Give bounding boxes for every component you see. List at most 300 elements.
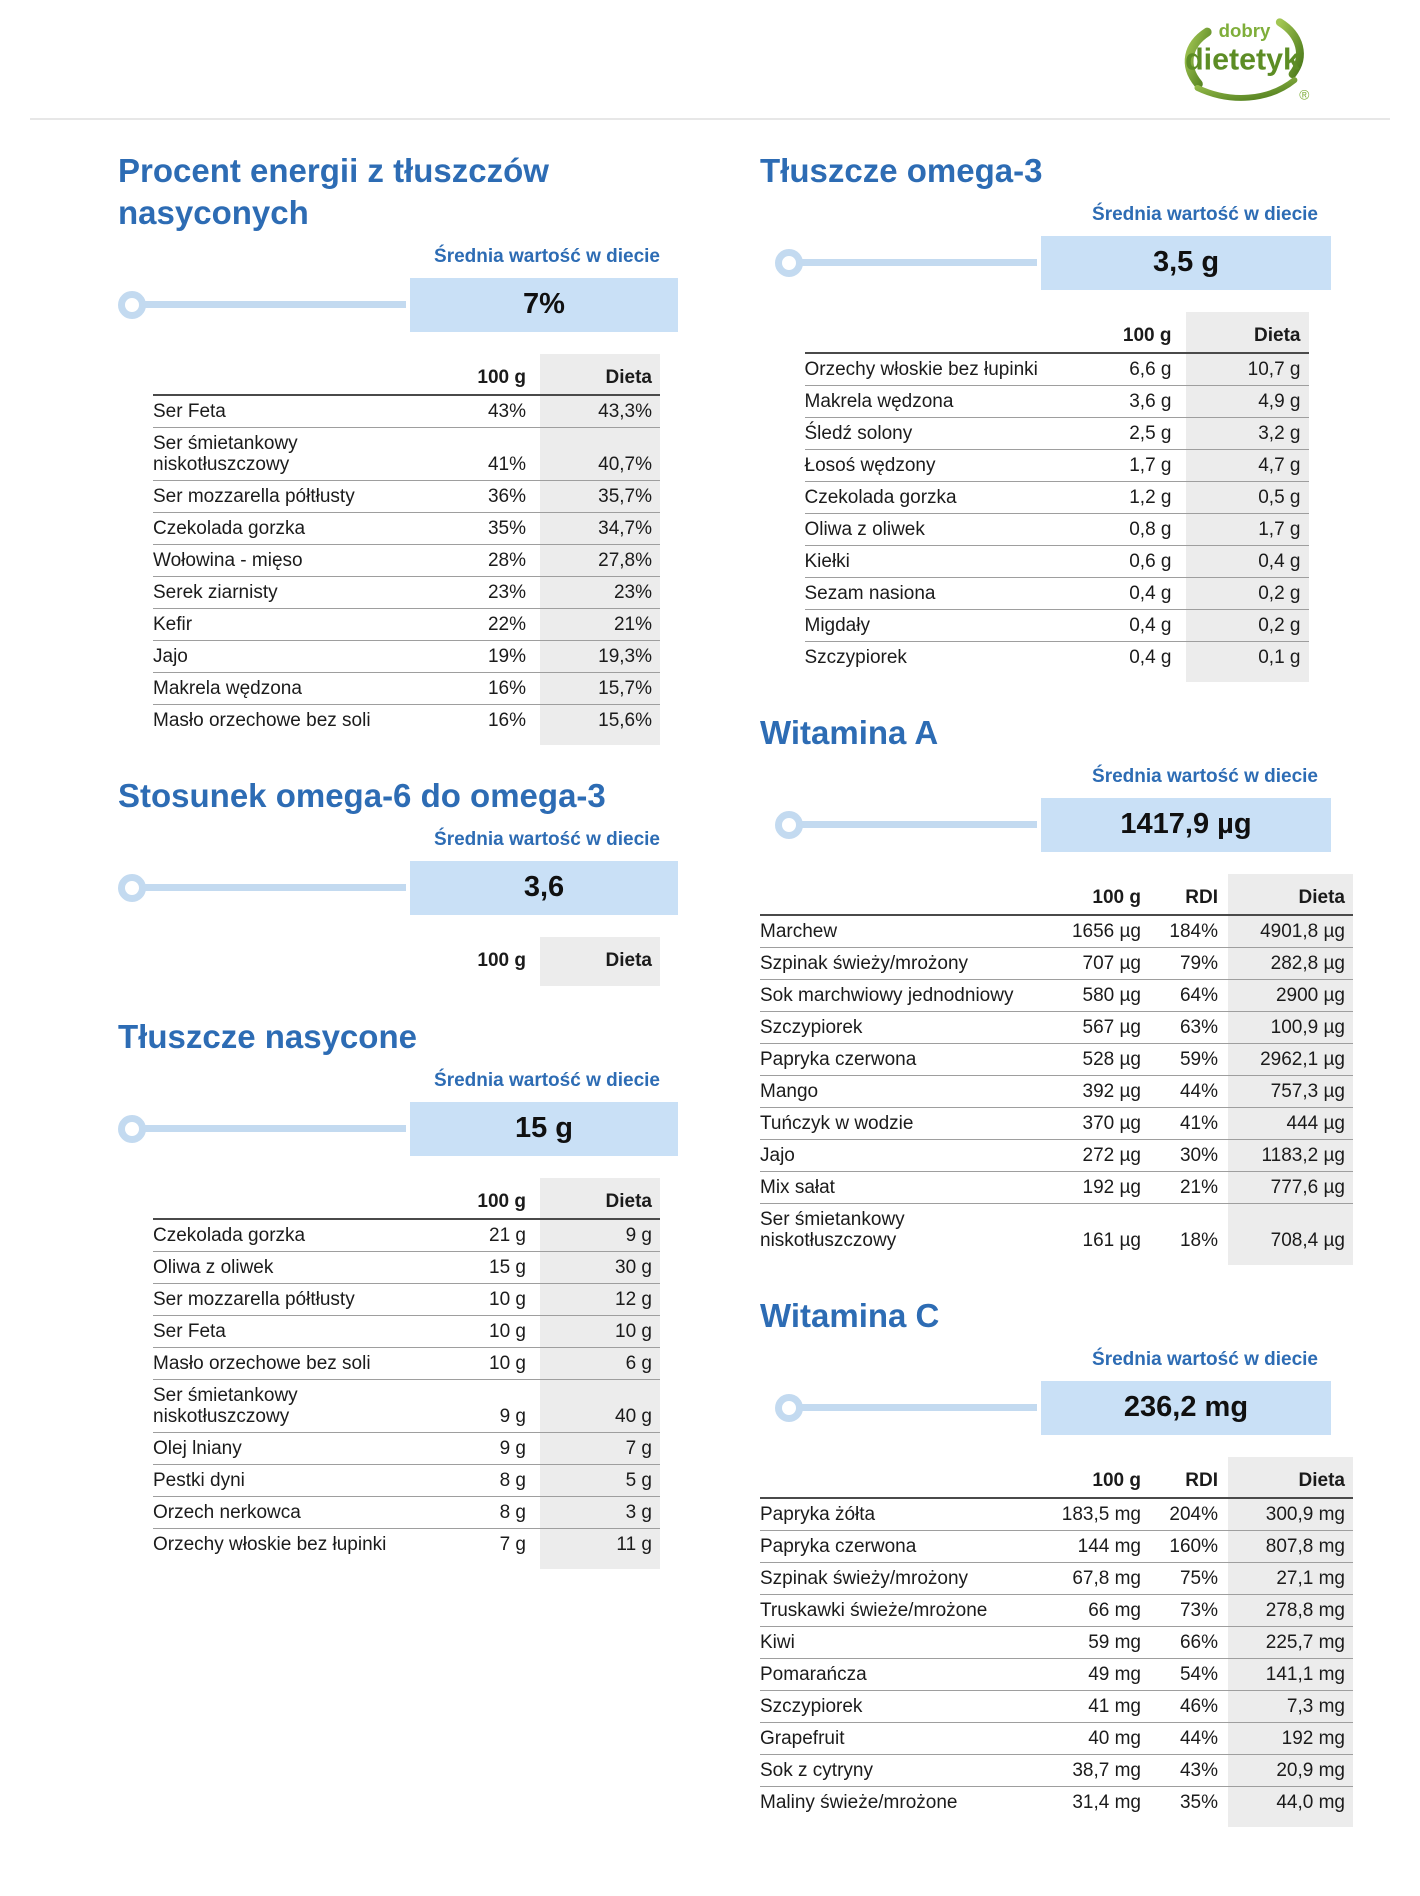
avg-value-box (1041, 798, 1331, 852)
table-row (153, 608, 660, 640)
slider-knob-icon (775, 1394, 803, 1422)
table-row (153, 1219, 660, 1252)
col-header-product (153, 354, 425, 395)
table-row (153, 1283, 660, 1315)
value-100g: 144 mg (1040, 1530, 1155, 1562)
value-100g: 9 g (425, 1379, 540, 1432)
value-dieta: 4,9 g (1186, 385, 1309, 417)
col-header-dieta: Dieta (540, 937, 660, 977)
value-dieta: 1183,2 µg (1228, 1139, 1353, 1171)
table-row (760, 1107, 1353, 1139)
product-name: Oliwa z oliwek (153, 1251, 425, 1283)
avg-value: 15 g (514, 1112, 574, 1145)
value-100g: 19% (425, 640, 540, 672)
avg-slider (118, 861, 678, 915)
section-vitamin-c (760, 1295, 1353, 1827)
avg-label: Średnia wartość w diecie (1092, 1348, 1318, 1370)
value-dieta: 100,9 µg (1228, 1011, 1353, 1043)
value-dieta: 40,7% (540, 427, 660, 480)
product-name: Makrela wędzona (805, 385, 1056, 417)
slider-knob-icon (775, 811, 803, 839)
slider-knob-icon (118, 1115, 146, 1143)
table-row (760, 1626, 1353, 1658)
value-100g: 21 g (425, 1219, 540, 1252)
product-name: Ser mozzarella półtłusty (153, 480, 425, 512)
table-row (805, 417, 1309, 449)
table-row (760, 1075, 1353, 1107)
value-dieta: 15,6% (540, 704, 660, 736)
value-dieta: 44,0 mg (1228, 1786, 1353, 1818)
value-rdi: 54% (1155, 1658, 1228, 1690)
table-row (153, 1251, 660, 1283)
slider-track (145, 301, 406, 308)
product-name: Łosoś wędzony (805, 449, 1056, 481)
col-header-dieta: Dieta (540, 1178, 660, 1219)
product-name: Papryka czerwona (760, 1043, 1040, 1075)
value-rdi: 63% (1155, 1011, 1228, 1043)
value-100g: 6,6 g (1056, 353, 1186, 386)
product-name: Śledź solony (805, 417, 1056, 449)
value-100g: 3,6 g (1056, 385, 1186, 417)
product-name: Czekolada gorzka (153, 1219, 425, 1252)
value-dieta: 282,8 µg (1228, 947, 1353, 979)
col-header-product (153, 937, 425, 977)
value-100g: 8 g (425, 1496, 540, 1528)
product-name: Szpinak świeży/mrożony (760, 947, 1040, 979)
section-title: Tłuszcze nasycone (118, 1017, 417, 1055)
content-columns (0, 150, 1420, 1827)
value-100g: 0,4 g (1056, 577, 1186, 609)
section-saturated-fats (118, 1016, 678, 1569)
value-dieta: 27,1 mg (1228, 1562, 1353, 1594)
value-100g: 0,4 g (1056, 641, 1186, 673)
product-name: Papryka czerwona (760, 1530, 1040, 1562)
product-name: Orzech nerkowca (153, 1496, 425, 1528)
vitamin-c-table (760, 1457, 1353, 1827)
section-title: Witamina C (760, 1296, 940, 1334)
section-title: Tłuszcze omega-3 (760, 152, 1043, 189)
value-dieta: 19,3% (540, 640, 660, 672)
col-header-product (760, 1457, 1040, 1498)
col-header-100g: 100 g (425, 1178, 540, 1219)
slider-track (145, 884, 406, 891)
table-row (805, 513, 1309, 545)
value-100g: 22% (425, 608, 540, 640)
logo-text-top: dobry (1218, 19, 1271, 41)
table-row (153, 704, 660, 736)
value-dieta: 6 g (540, 1347, 660, 1379)
value-100g: 192 µg (1040, 1171, 1155, 1203)
avg-value-box (1041, 236, 1331, 290)
value-dieta: 0,2 g (1186, 609, 1309, 641)
product-name: Mango (760, 1075, 1040, 1107)
product-name: Sok marchwiowy jednodniowy (760, 979, 1040, 1011)
product-name: Ser Feta (153, 395, 425, 428)
product-name: Orzechy włoskie bez łupinki (805, 353, 1056, 386)
value-dieta: 30 g (540, 1251, 660, 1283)
omega3-table (805, 312, 1309, 682)
value-100g: 28% (425, 544, 540, 576)
value-rdi: 59% (1155, 1043, 1228, 1075)
table-row (760, 1754, 1353, 1786)
value-dieta: 2962,1 µg (1228, 1043, 1353, 1075)
product-name: Jajo (760, 1139, 1040, 1171)
value-rdi: 184% (1155, 915, 1228, 948)
table-row (153, 480, 660, 512)
value-dieta: 225,7 mg (1228, 1626, 1353, 1658)
product-name: Papryka żółta (760, 1498, 1040, 1531)
table-row (805, 353, 1309, 386)
col-header-rdi: RDI (1155, 1457, 1228, 1498)
value-rdi: 30% (1155, 1139, 1228, 1171)
value-100g: 7 g (425, 1528, 540, 1560)
product-name: Kiwi (760, 1626, 1040, 1658)
product-name: Jajo (153, 640, 425, 672)
product-name: Olej lniany (153, 1432, 425, 1464)
table-row (760, 1498, 1353, 1531)
col-header-100g: 100 g (1056, 312, 1186, 353)
slider-track (802, 821, 1037, 828)
avg-label: Średnia wartość w diecie (434, 245, 660, 267)
product-name: Orzechy włoskie bez łupinki (153, 1528, 425, 1560)
slider-track (145, 1125, 406, 1132)
value-100g: 528 µg (1040, 1043, 1155, 1075)
left-column (118, 150, 678, 1569)
table-row (805, 641, 1309, 673)
value-100g: 36% (425, 480, 540, 512)
product-name: Wołowina - mięso (153, 544, 425, 576)
value-dieta: 444 µg (1228, 1107, 1353, 1139)
product-name: Maliny świeże/mrożone (760, 1786, 1040, 1818)
avg-value-box (1041, 1381, 1331, 1435)
value-dieta: 757,3 µg (1228, 1075, 1353, 1107)
value-100g: 707 µg (1040, 947, 1155, 979)
value-100g: 1,2 g (1056, 481, 1186, 513)
value-dieta: 3,2 g (1186, 417, 1309, 449)
product-name: Grapefruit (760, 1722, 1040, 1754)
product-name: Czekolada gorzka (153, 512, 425, 544)
value-100g: 580 µg (1040, 979, 1155, 1011)
value-dieta: 27,8% (540, 544, 660, 576)
col-header-100g: 100 g (425, 354, 540, 395)
value-100g: 38,7 mg (1040, 1754, 1155, 1786)
table-row (153, 672, 660, 704)
value-100g: 1656 µg (1040, 915, 1155, 948)
value-dieta: 10,7 g (1186, 353, 1309, 386)
value-100g: 272 µg (1040, 1139, 1155, 1171)
section-omega3-fats (760, 150, 1353, 682)
avg-label: Średnia wartość w diecie (434, 828, 660, 850)
value-dieta: 708,4 µg (1228, 1203, 1353, 1256)
value-dieta: 2900 µg (1228, 979, 1353, 1011)
omega-ratio-table (153, 937, 660, 986)
vitamin-a-table (760, 874, 1353, 1265)
product-name: Ser Feta (153, 1315, 425, 1347)
value-dieta: 43,3% (540, 395, 660, 428)
value-dieta: 40 g (540, 1379, 660, 1432)
col-header-product (153, 1178, 425, 1219)
value-100g: 8 g (425, 1464, 540, 1496)
value-100g: 41 mg (1040, 1690, 1155, 1722)
value-dieta: 7 g (540, 1432, 660, 1464)
value-100g: 43% (425, 395, 540, 428)
col-header-product (805, 312, 1056, 353)
value-rdi: 35% (1155, 1786, 1228, 1818)
value-dieta: 0,2 g (1186, 577, 1309, 609)
value-100g: 10 g (425, 1315, 540, 1347)
col-header-100g: 100 g (477, 949, 526, 971)
avg-value: 1417,9 µg (1120, 808, 1252, 841)
table-row (760, 1011, 1353, 1043)
table-row (760, 1043, 1353, 1075)
value-100g: 59 mg (1040, 1626, 1155, 1658)
value-dieta: 23% (540, 576, 660, 608)
table-row (153, 544, 660, 576)
value-dieta: 0,4 g (1186, 545, 1309, 577)
table-row (805, 449, 1309, 481)
value-100g: 2,5 g (1056, 417, 1186, 449)
value-100g: 392 µg (1040, 1075, 1155, 1107)
value-100g: 16% (425, 672, 540, 704)
col-header-product (760, 874, 1040, 915)
product-name: Serek ziarnisty (153, 576, 425, 608)
value-100g: 0,6 g (1056, 545, 1186, 577)
col-header-100g: 100 g (1040, 874, 1155, 915)
value-dieta: 11 g (540, 1528, 660, 1560)
table-row (153, 1528, 660, 1560)
avg-value-box (410, 278, 678, 332)
value-dieta: 300,9 mg (1228, 1498, 1353, 1531)
value-100g: 66 mg (1040, 1594, 1155, 1626)
value-100g: 23% (425, 576, 540, 608)
value-100g: 16% (425, 704, 540, 736)
value-100g: 0,4 g (1056, 609, 1186, 641)
table-row (805, 385, 1309, 417)
value-rdi: 18% (1155, 1203, 1228, 1256)
section-title: Witamina A (760, 713, 939, 751)
value-dieta: 1,7 g (1186, 513, 1309, 545)
value-dieta: 34,7% (540, 512, 660, 544)
value-100g: 67,8 mg (1040, 1562, 1155, 1594)
col-header-dieta: Dieta (540, 354, 660, 395)
section-vitamin-a (760, 712, 1353, 1265)
avg-value: 3,5 g (1152, 246, 1220, 279)
table-row (153, 1432, 660, 1464)
product-name: Truskawki świeże/mrożone (760, 1594, 1040, 1626)
product-name: Ser śmietankowy niskotłuszczowy (760, 1203, 1040, 1256)
product-name: Mix sałat (760, 1171, 1040, 1203)
table-row (760, 1594, 1353, 1626)
avg-value: 7% (523, 288, 565, 321)
value-dieta: 0,5 g (1186, 481, 1309, 513)
value-100g: 31,4 mg (1040, 1786, 1155, 1818)
value-100g: 10 g (425, 1283, 540, 1315)
value-dieta: 10 g (540, 1315, 660, 1347)
col-header-rdi: RDI (1155, 874, 1228, 915)
avg-slider (760, 236, 1353, 290)
section-title: Procent energii z tłuszczów nasyconych (118, 152, 549, 231)
section-title: Stosunek omega-6 do omega-3 (118, 776, 606, 814)
table-row (760, 1786, 1353, 1818)
table-row (760, 947, 1353, 979)
avg-value: 3,6 (523, 871, 565, 904)
value-dieta: 7,3 mg (1228, 1690, 1353, 1722)
value-dieta: 15,7% (540, 672, 660, 704)
col-header-dieta: Dieta (1186, 312, 1309, 353)
value-dieta: 35,7% (540, 480, 660, 512)
table-row (805, 481, 1309, 513)
slider-knob-icon (118, 291, 146, 319)
value-100g: 183,5 mg (1040, 1498, 1155, 1531)
value-100g: 15 g (425, 1251, 540, 1283)
product-name: Szczypiorek (760, 1011, 1040, 1043)
table-row (760, 979, 1353, 1011)
saturated-fats-table (153, 1178, 660, 1569)
product-name: Sezam nasiona (805, 577, 1056, 609)
table-row (760, 1562, 1353, 1594)
product-name: Czekolada gorzka (805, 481, 1056, 513)
avg-value: 236,2 mg (1123, 1391, 1249, 1424)
value-dieta: 0,1 g (1186, 641, 1309, 673)
table-row (760, 915, 1353, 948)
table-row (760, 1658, 1353, 1690)
table-row (153, 1464, 660, 1496)
col-header-dieta: Dieta (1228, 874, 1353, 915)
avg-value-box (410, 1102, 678, 1156)
avg-slider (118, 1102, 678, 1156)
product-name: Szpinak świeży/mrożony (760, 1562, 1040, 1594)
value-dieta: 807,8 mg (1228, 1530, 1353, 1562)
table-row (760, 1203, 1353, 1256)
value-dieta: 4901,8 µg (1228, 915, 1353, 948)
product-name: Pomarańcza (760, 1658, 1040, 1690)
slider-knob-icon (118, 874, 146, 902)
value-dieta: 20,9 mg (1228, 1754, 1353, 1786)
product-name: Oliwa z oliwek (805, 513, 1056, 545)
value-dieta: 278,8 mg (1228, 1594, 1353, 1626)
value-dieta: 21% (540, 608, 660, 640)
product-name: Kiełki (805, 545, 1056, 577)
logo-registered-mark: ® (1299, 87, 1310, 103)
col-header-100g: 100 g (1040, 1457, 1155, 1498)
table-row (153, 1379, 660, 1432)
value-100g: 35% (425, 512, 540, 544)
table-row (760, 1530, 1353, 1562)
product-name: Sok z cytryny (760, 1754, 1040, 1786)
slider-track (802, 1404, 1037, 1411)
value-dieta: 3 g (540, 1496, 660, 1528)
value-100g: 1,7 g (1056, 449, 1186, 481)
value-100g: 40 mg (1040, 1722, 1155, 1754)
product-name: Ser mozzarella półtłusty (153, 1283, 425, 1315)
table-row (760, 1690, 1353, 1722)
product-name: Szczypiorek (760, 1690, 1040, 1722)
avg-label: Średnia wartość w diecie (434, 1069, 660, 1091)
value-100g: 49 mg (1040, 1658, 1155, 1690)
table-row (153, 395, 660, 428)
table-row (805, 545, 1309, 577)
product-name: Marchew (760, 915, 1040, 948)
value-100g: 10 g (425, 1347, 540, 1379)
product-name: Makrela wędzona (153, 672, 425, 704)
value-rdi: 41% (1155, 1107, 1228, 1139)
value-rdi: 44% (1155, 1075, 1228, 1107)
table-row (153, 512, 660, 544)
product-name: Masło orzechowe bez soli (153, 1347, 425, 1379)
product-name: Szczypiorek (805, 641, 1056, 673)
table-row (760, 1139, 1353, 1171)
table-row (153, 576, 660, 608)
saturated-fat-percent-table (153, 354, 660, 745)
logo-bottom-swoosh (1197, 80, 1294, 98)
avg-slider (760, 798, 1353, 852)
header-divider (30, 118, 1390, 120)
value-rdi: 46% (1155, 1690, 1228, 1722)
value-dieta: 9 g (540, 1219, 660, 1252)
table-row (153, 1315, 660, 1347)
table-row (805, 609, 1309, 641)
table-row (760, 1722, 1353, 1754)
value-rdi: 44% (1155, 1722, 1228, 1754)
product-name: Ser śmietankowy niskotłuszczowy (153, 427, 425, 480)
value-rdi: 160% (1155, 1530, 1228, 1562)
value-dieta: 4,7 g (1186, 449, 1309, 481)
product-name: Ser śmietankowy niskotłuszczowy (153, 1379, 425, 1432)
value-100g: 41% (425, 427, 540, 480)
table-row (153, 640, 660, 672)
table-row (153, 427, 660, 480)
logo-text-main: dietetyk (1185, 42, 1300, 77)
avg-value-box (410, 861, 678, 915)
table-row (760, 1171, 1353, 1203)
slider-knob-icon (775, 249, 803, 277)
value-100g: 567 µg (1040, 1011, 1155, 1043)
section-saturated-fat-energy-percent (118, 150, 678, 745)
value-dieta: 12 g (540, 1283, 660, 1315)
avg-slider (760, 1381, 1353, 1435)
value-100g: 370 µg (1040, 1107, 1155, 1139)
value-rdi: 21% (1155, 1171, 1228, 1203)
product-name: Pestki dyni (153, 1464, 425, 1496)
table-row (153, 1496, 660, 1528)
value-rdi: 75% (1155, 1562, 1228, 1594)
value-rdi: 79% (1155, 947, 1228, 979)
dobry-dietetyk-logo (1170, 12, 1317, 106)
value-dieta: 5 g (540, 1464, 660, 1496)
section-omega6-omega3-ratio (118, 775, 678, 986)
value-dieta: 192 mg (1228, 1722, 1353, 1754)
right-column (760, 150, 1353, 1827)
value-rdi: 43% (1155, 1754, 1228, 1786)
value-rdi: 204% (1155, 1498, 1228, 1531)
value-dieta: 777,6 µg (1228, 1171, 1353, 1203)
slider-track (802, 259, 1037, 266)
value-100g: 0,8 g (1056, 513, 1186, 545)
product-name: Masło orzechowe bez soli (153, 704, 425, 736)
product-name: Migdały (805, 609, 1056, 641)
table-row (805, 577, 1309, 609)
product-name: Kefir (153, 608, 425, 640)
value-100g: 161 µg (1040, 1203, 1155, 1256)
value-rdi: 66% (1155, 1626, 1228, 1658)
avg-slider (118, 278, 678, 332)
table-row (153, 1347, 660, 1379)
value-100g: 9 g (425, 1432, 540, 1464)
page-header (0, 0, 1420, 118)
value-dieta: 141,1 mg (1228, 1658, 1353, 1690)
col-header-dieta: Dieta (1228, 1457, 1353, 1498)
value-rdi: 73% (1155, 1594, 1228, 1626)
